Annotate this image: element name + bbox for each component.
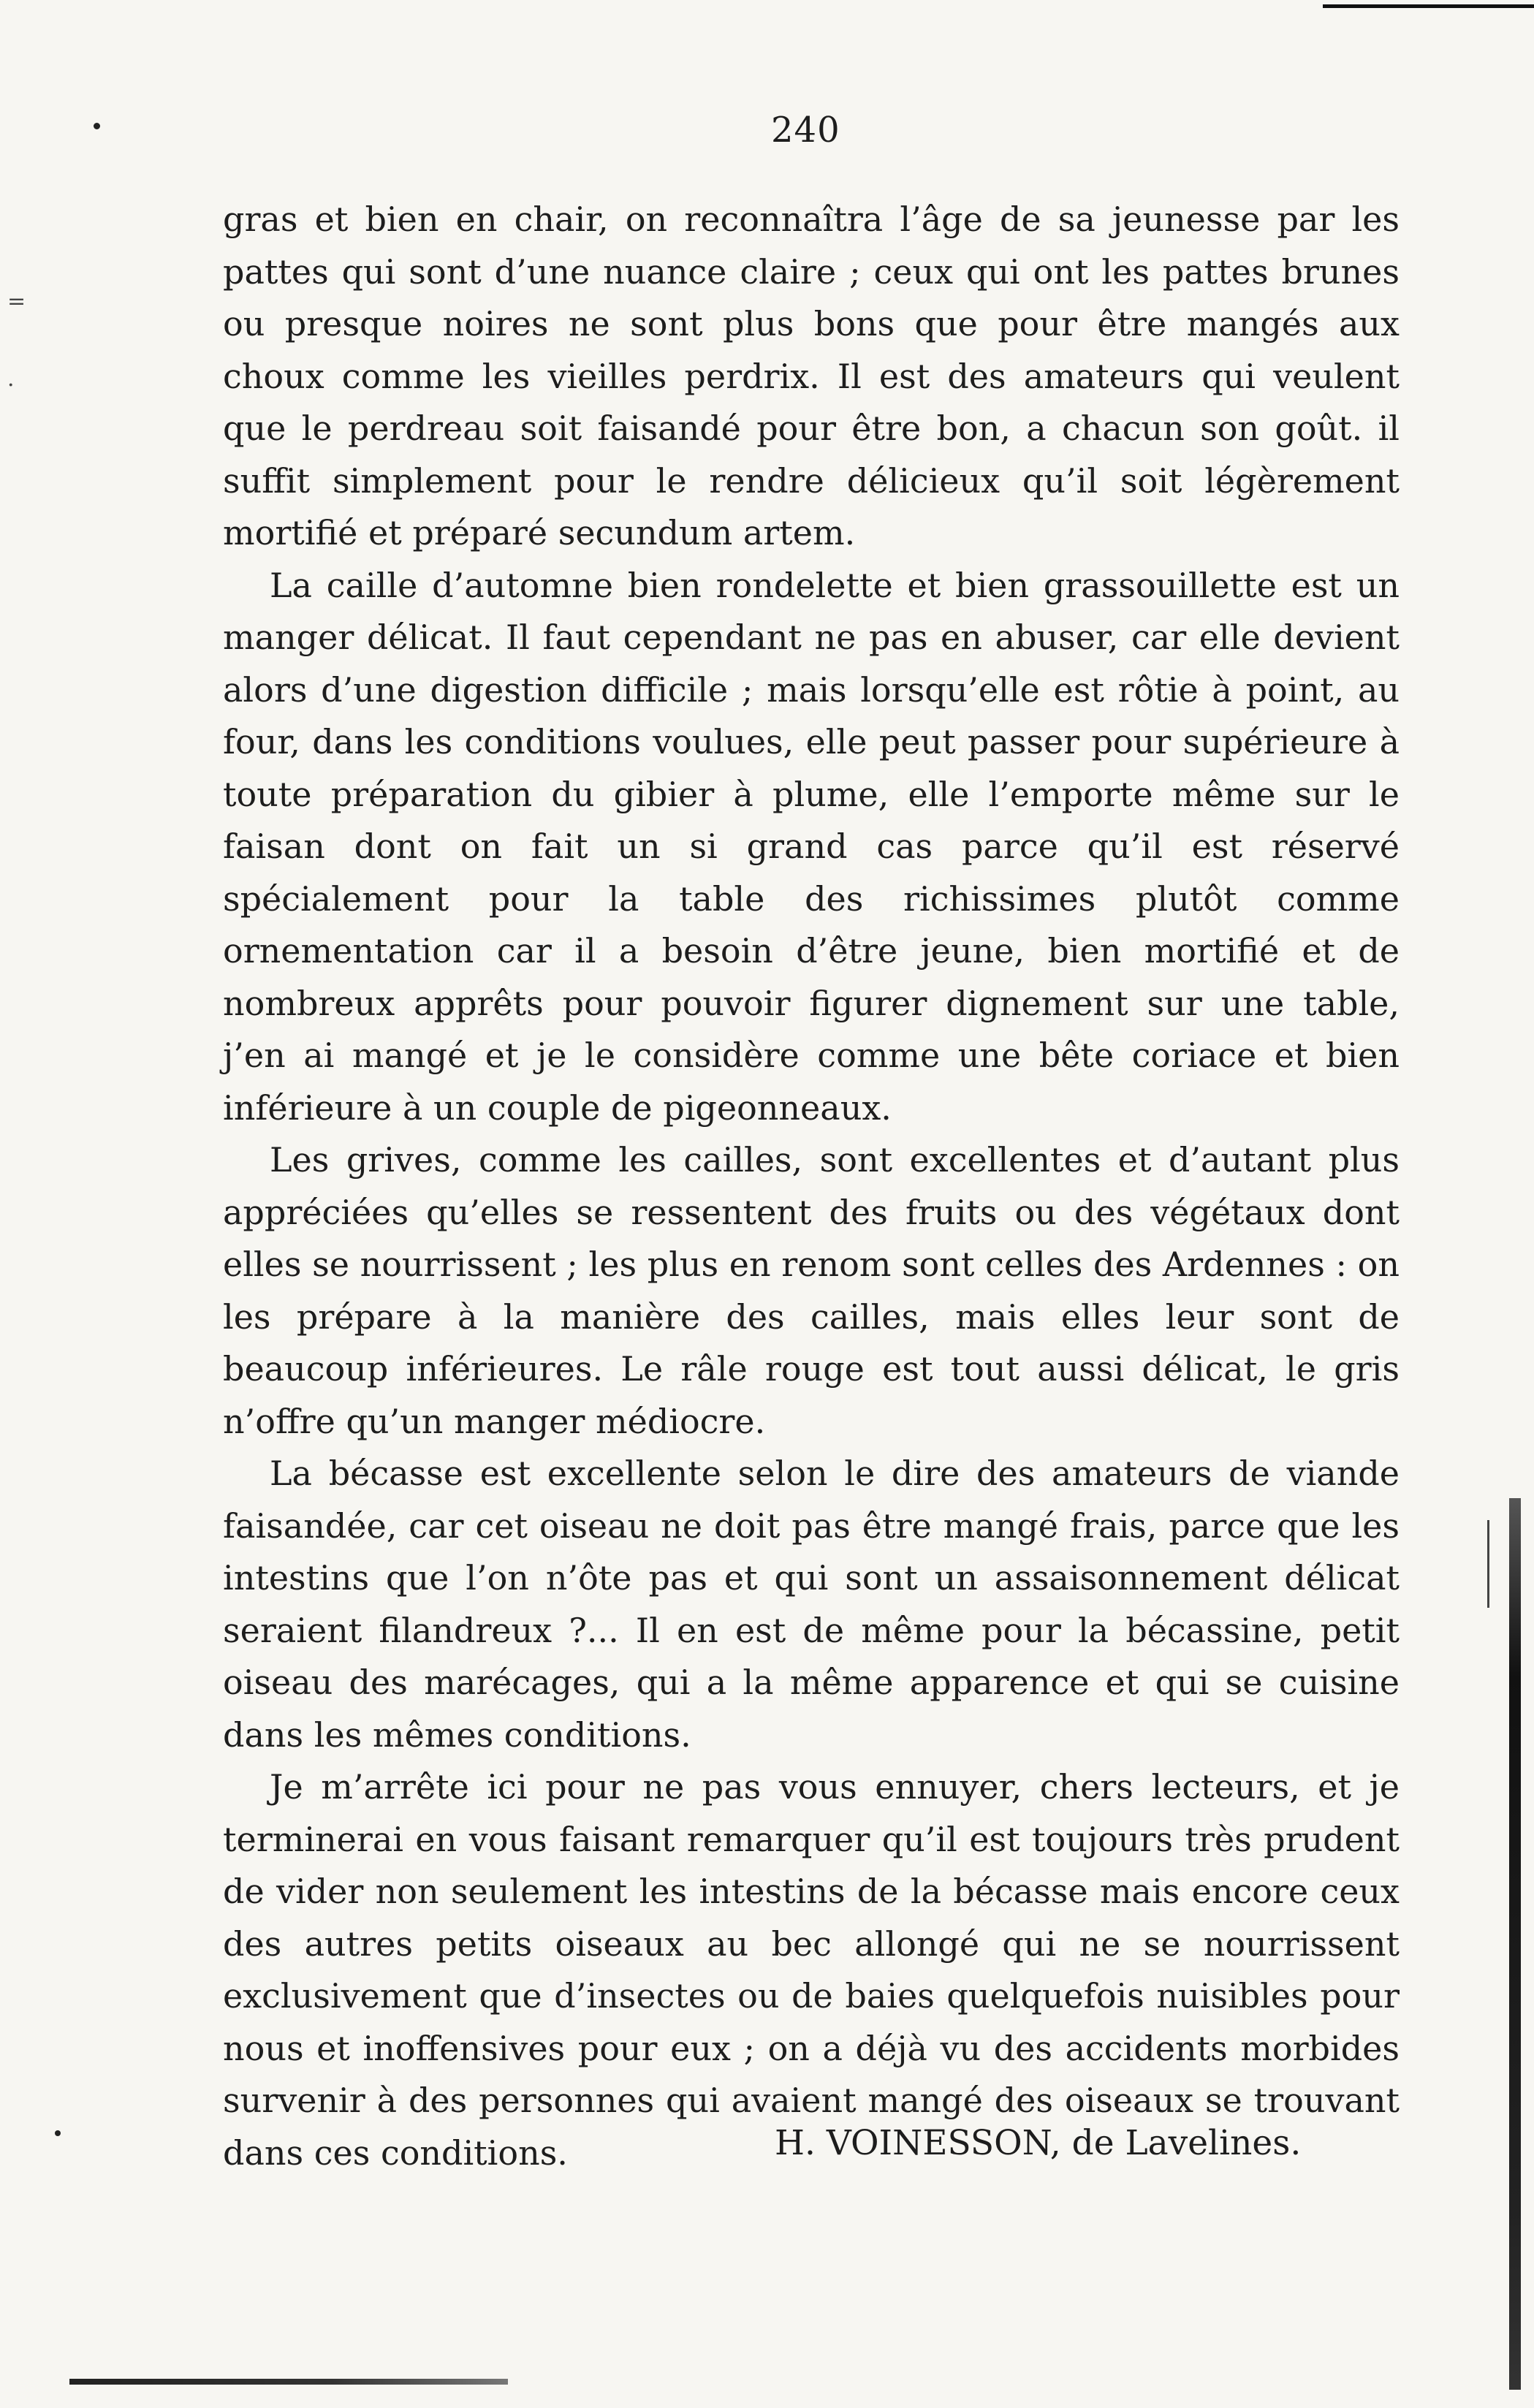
paragraph: La caille d’automne bien rondelette et bien grassouillette est un manger délicat. Il faut cependant ne pas en abuser, car elle devient alors d’une digestion difficile ; mais lorsqu’elle est rôtie à point, au four, dans les conditions voulues, elle peut passer pour supérieure à toute préparation du gibier à plume, elle l’emporte même sur le faisan dont on fait un si grand cas parce qu’il est réservé spécialement pour la table des richissimes plutôt comme ornementation car il a besoin d’être jeune, bien mortifié et de nombreux apprêts pour pouvoir figurer dignement sur une table, j’en ai mangé et je le considère comme une bête coriace et bien inférieure à un couple de pigeonneaux. <box>223 565 1400 1128</box>
scan-rule-top <box>1323 4 1534 8</box>
page-number: 240 <box>771 110 840 151</box>
article-body <box>223 194 1400 2179</box>
paragraph: La bécasse est excellente selon le dire des amateurs de viande faisandée, car cet oiseau ne doit pas être mangé frais, parce que les intestins que l’on n’ôte pas et qui sont un assaisonnement délicat seraient filandreux ?... Il en est de même pour la bécassine, petit oiseau des marécages, qui a la même apparence et qui se cuisine dans les mêmes conditions. <box>223 1454 1400 1755</box>
paragraph: gras et bien en chair, on reconnaîtra l’âge de sa jeunesse par les pattes qui sont d’une nuance claire ; ceux qui ont les pattes brunes ou presque noires ne sont plus bons que pour être mangés aux choux comme les vieilles perdrix. Il est des amateurs qui veulent que le perdreau soit faisandé pour être bon, a chacun son goût. il suffit simplement pour le rendre délicieux qu’il soit légèrement mortifié et préparé secundum artem. <box>223 200 1400 552</box>
scan-edge-line <box>1487 1520 1489 1608</box>
margin-mark: = <box>7 289 26 314</box>
scan-rule-bottom <box>69 2379 508 2385</box>
paragraph: Les grives, comme les cailles, sont excellentes et d’autant plus appréciées qu’elles se ressentent des fruits ou des végétaux dont elles se nourrissent ; les plus en renom sont celles des Ardennes : on les prépare à la manière des cailles, mais elles leur sont de beaucoup inférieures. Le râle rouge est tout aussi délicat, le gris n’offre qu’un manger médiocre. <box>223 1140 1400 1441</box>
scan-edge-right <box>1509 1498 1521 2390</box>
margin-mark: · <box>7 373 15 398</box>
paragraph: Je m’arrête ici pour ne pas vous ennuyer, chers lecteurs, et je terminerai en vous faisant remarquer qu’il est toujours très prudent de vider non seulement les intestins de la bécasse mais encore ceux des autres petits oiseaux au bec allongé qui ne se nourrissent exclusivement que d’insectes ou de baies quelquefois nuisibles pour nous et inoffensives pour eux ; on a déjà vu des accidents morbides survenir à des personnes qui avaient mangé des oiseaux se trouvant dans ces conditions. <box>223 1767 1400 2173</box>
scan-speck <box>55 2130 61 2136</box>
author-signature: H. VOINESSON, de Lavelines. <box>775 2123 1302 2163</box>
scan-speck <box>94 123 100 129</box>
